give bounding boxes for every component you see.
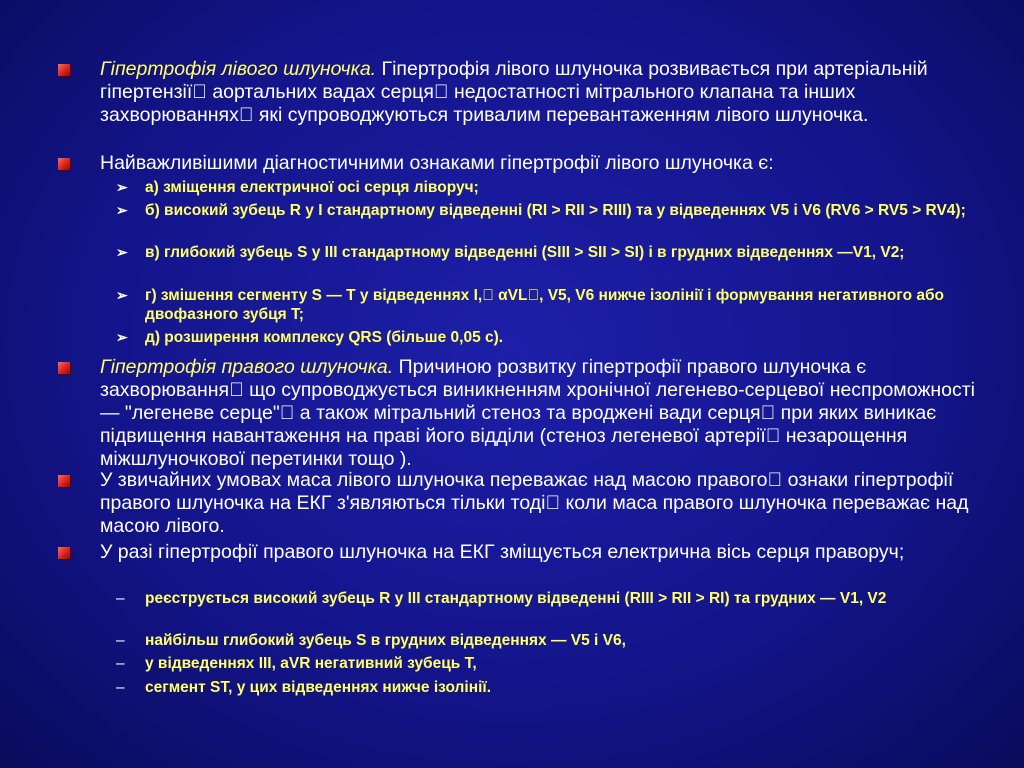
arrow-bullet-icon: ➢ [116, 244, 128, 260]
rv-sign-item [116, 589, 995, 608]
lv-sign-text: г) змішення сегменту S — T у відведеннях I, αVL , V5, V6 нижче ізолінії і формування негативного або двофазного зубця T; [145, 287, 925, 323]
lv-sign-item [116, 243, 995, 262]
arrow-bullet-icon: ➢ [116, 179, 128, 195]
dash-bullet-icon: – [116, 679, 125, 696]
lv-sign-text: д) розширення комплексу QRS (більше 0,05 с). [145, 329, 504, 346]
bullet-icon [58, 158, 70, 170]
paragraph-text: Причиною розвитку гіпертрофії правого шлуночка є захворювання що супроводжується виникненням хронічної легенево-серцевої неспроможності — "легеневе серце" а також мітральний стеноз та вроджені вади серця при яких виникає підвищення навантаження на праві його відділи (стеноз легеневої артерії незарощення міжшлуночкової перетинки тощо ). [100, 356, 961, 470]
paragraph-lv-signs-intro [100, 152, 980, 175]
paragraph-lead: Гіпертрофія правого шлуночка. [100, 356, 394, 378]
rv-sign-text: сегмент ST, у цих відведеннях нижче ізолінії. [145, 679, 492, 696]
paragraph-text: Гіпертрофія лівого шлуночка розвивається при артеріальній гіпертензії аортальних вадах серця недостатності мітрального клапана та інших захворюваннях які супроводжуються тривалим перевантаженням лівого шлуночка. [100, 58, 971, 126]
bullet-icon [58, 64, 70, 76]
rv-sign-item [116, 654, 995, 673]
rv-sign-item [116, 678, 995, 697]
lv-sign-text: а) зміщення електричної осі серця ліворуч; [145, 179, 479, 196]
lv-sign-item [116, 201, 995, 220]
bullet-icon [58, 475, 70, 487]
bullet-icon [58, 547, 70, 559]
paragraph-text: У разі гіпертрофії правого шлуночка на ЕКГ зміщується електрична вісь серця праворуч; [100, 541, 905, 563]
bullet-icon [58, 362, 70, 374]
rv-sign-text: найбільш глибокий зубець S в грудних відведеннях — V5 і V6, [145, 632, 626, 649]
lv-sign-text: в) глибокий зубець S у III стандартному відведенні (SIII > SII > SI) і в грудних відведеннях —V1, V2; [145, 244, 905, 261]
paragraph-rv-axis [100, 541, 980, 564]
rv-sign-item [116, 631, 995, 650]
arrow-bullet-icon: ➢ [116, 329, 128, 345]
arrow-bullet-icon: ➢ [116, 202, 128, 218]
rv-sign-text: реєструється високий зубець R у III стандартному відведенні (RIII > RII > RI) та грудних — V1, V2 [145, 590, 887, 607]
lv-sign-item [116, 328, 995, 347]
paragraph-lv-hypertrophy [100, 58, 980, 127]
rv-sign-text: у відведеннях III, aVR негативний зубець T, [145, 655, 477, 672]
paragraph-text: Найважливішими діагностичними ознаками гіпертрофії лівого шлуночка є: [100, 152, 774, 174]
lv-sign-item [116, 286, 995, 324]
paragraph-rv-hypertrophy [100, 356, 980, 471]
paragraph-mass-ratio [100, 469, 980, 538]
paragraph-text: У звичайних умовах маса лівого шлуночка переважає над масою правого ознаки гіпертрофії правого шлуночка на ЕКГ з'являються тільки тоді коли маса правого шлуночка переважає над масою лівого. [100, 469, 954, 537]
lv-sign-text: б) високий зубець R у I стандартному відведенні (RI > RII > RIII) та у відведеннях V5 і V6 (RV6 > RV5 > RV4); [145, 202, 966, 219]
arrow-bullet-icon: ➢ [116, 287, 128, 303]
paragraph-lead: Гіпертрофія лівого шлуночка. [100, 58, 377, 80]
dash-bullet-icon: – [116, 655, 125, 672]
lv-sign-item [116, 178, 995, 197]
dash-bullet-icon: – [116, 590, 125, 607]
dash-bullet-icon: – [116, 632, 125, 649]
